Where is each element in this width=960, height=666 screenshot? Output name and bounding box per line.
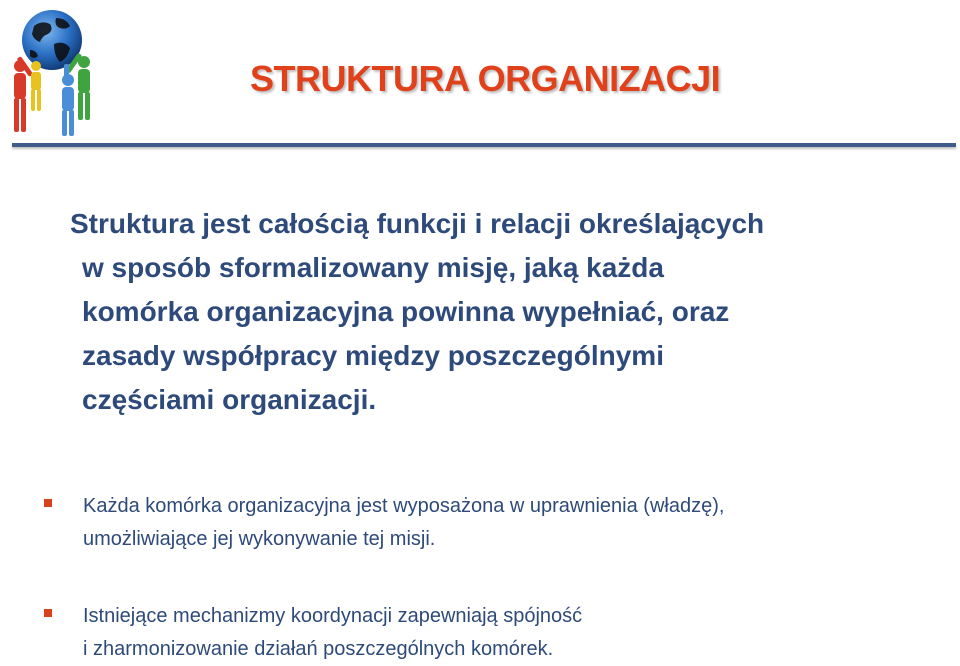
slide-title: STRUKTURA ORGANIZACJI <box>250 58 721 99</box>
bullet-text <box>83 490 924 556</box>
bullet-text <box>83 600 924 666</box>
title-divider <box>12 143 956 147</box>
square-bullet-icon <box>44 609 52 617</box>
bullet-line: Istniejące mechanizmy koordynacji zapewniają spójność <box>83 605 583 627</box>
main-paragraph <box>70 202 900 422</box>
main-paragraph-line: częściami organizacji. <box>82 384 377 415</box>
bullet-item <box>44 600 924 666</box>
main-paragraph-line: komórka organizacyjna powinna wypełniać, oraz <box>82 296 730 327</box>
bullet-line: Każda komórka organizacyjna jest wyposażona w uprawnienia (władzę), <box>83 495 725 517</box>
square-bullet-icon <box>44 499 52 507</box>
main-paragraph-line: Struktura jest całością funkcji i relacji określających <box>70 208 765 239</box>
main-paragraph-line: w sposób sformalizowany misję, jaką każda <box>82 252 664 283</box>
main-paragraph-line: zasady współpracy między poszczególnymi <box>82 340 664 371</box>
people-holding-globe-icon <box>4 4 96 138</box>
bullet-line: umożliwiające jej wykonywanie tej misji. <box>83 528 436 550</box>
bullet-line: i zharmonizowanie działań poszczególnych komórek. <box>83 638 554 660</box>
bullet-item <box>44 490 924 556</box>
